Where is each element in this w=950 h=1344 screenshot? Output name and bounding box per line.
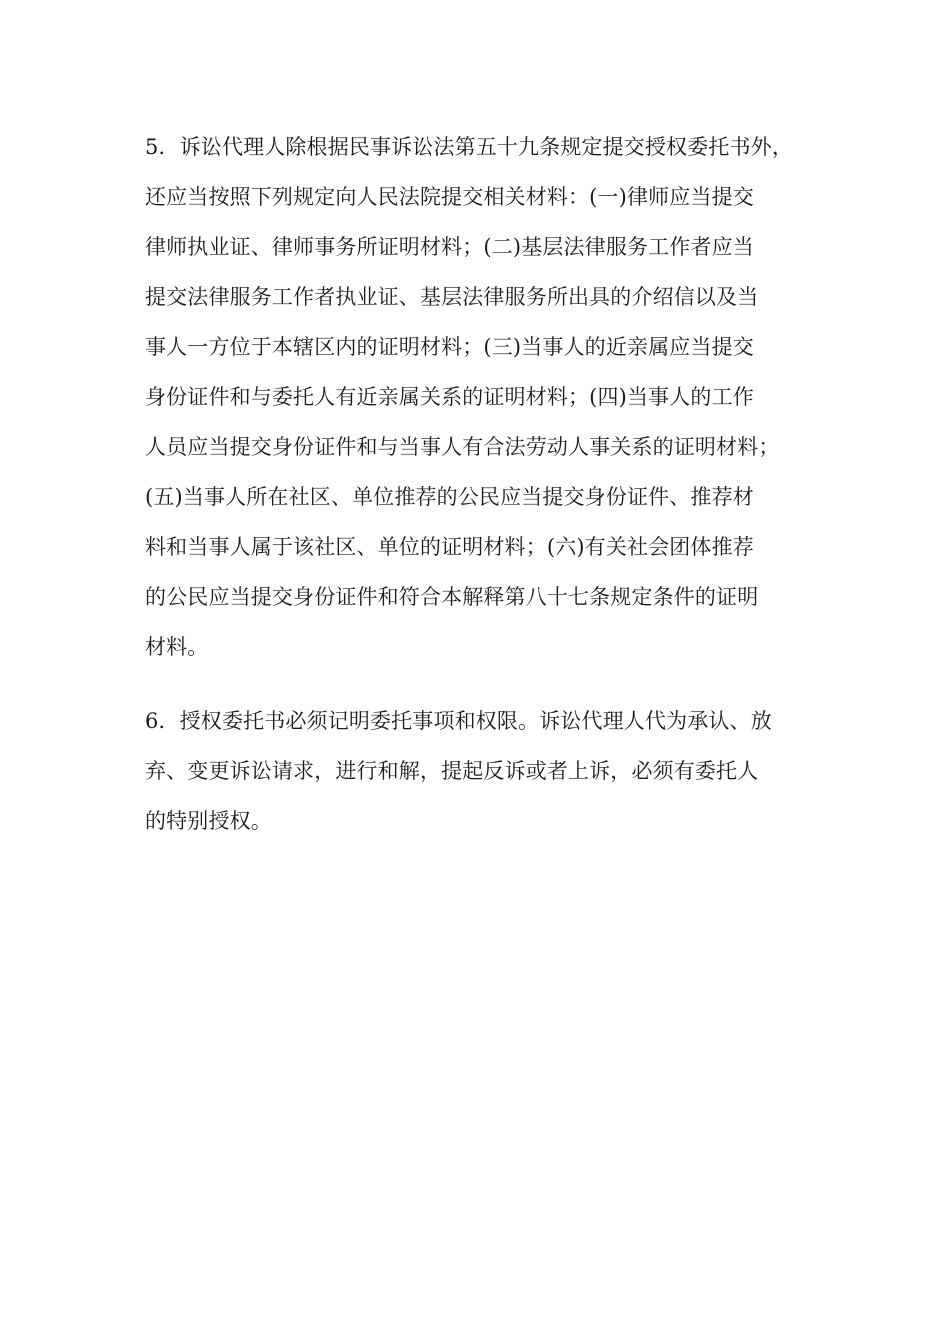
paragraph-line: 弃、变更诉讼请求，进行和解，提起反诉或者上诉，必须有委托人 <box>145 759 759 783</box>
paragraph-line: 6．授权委托书必须记明委托事项和权限。诉讼代理人代为承认、放 <box>145 709 772 733</box>
paragraph-line: 提交法律服务工作者执业证、基层法律服务所出具的介绍信以及当 <box>145 285 759 309</box>
paragraph-line: 事人一方位于本辖区内的证明材料；(三)当事人的近亲属应当提交 <box>145 335 754 359</box>
paragraph-line: 身份证件和与委托人有近亲属关系的证明材料；(四)当事人的工作 <box>145 385 754 409</box>
paragraph-6 <box>145 696 809 846</box>
paragraph-line: 人员应当提交身份证件和与当事人有合法劳动人事关系的证明材料； <box>145 435 780 459</box>
paragraph-line: 材料。 <box>145 635 209 659</box>
paragraph-line: 律师执业证、律师事务所证明材料；(二)基层法律服务工作者应当 <box>145 235 754 259</box>
paragraph-line: 5．诉讼代理人除根据民事诉讼法第五十九条规定提交授权委托书外， <box>145 135 794 159</box>
document-body <box>145 122 809 846</box>
paragraph-5 <box>145 122 809 672</box>
paragraph-line: 还应当按照下列规定向人民法院提交相关材料：(一)律师应当提交 <box>145 185 754 209</box>
paragraph-line: 的公民应当提交身份证件和符合本解释第八十七条规定条件的证明 <box>145 585 759 609</box>
paragraph-spacer <box>145 672 809 696</box>
paragraph-line: 的特别授权。 <box>145 809 272 833</box>
paragraph-line: 料和当事人属于该社区、单位的证明材料；(六)有关社会团体推荐 <box>145 535 754 559</box>
paragraph-line: (五)当事人所在社区、单位推荐的公民应当提交身份证件、推荐材 <box>145 485 754 509</box>
